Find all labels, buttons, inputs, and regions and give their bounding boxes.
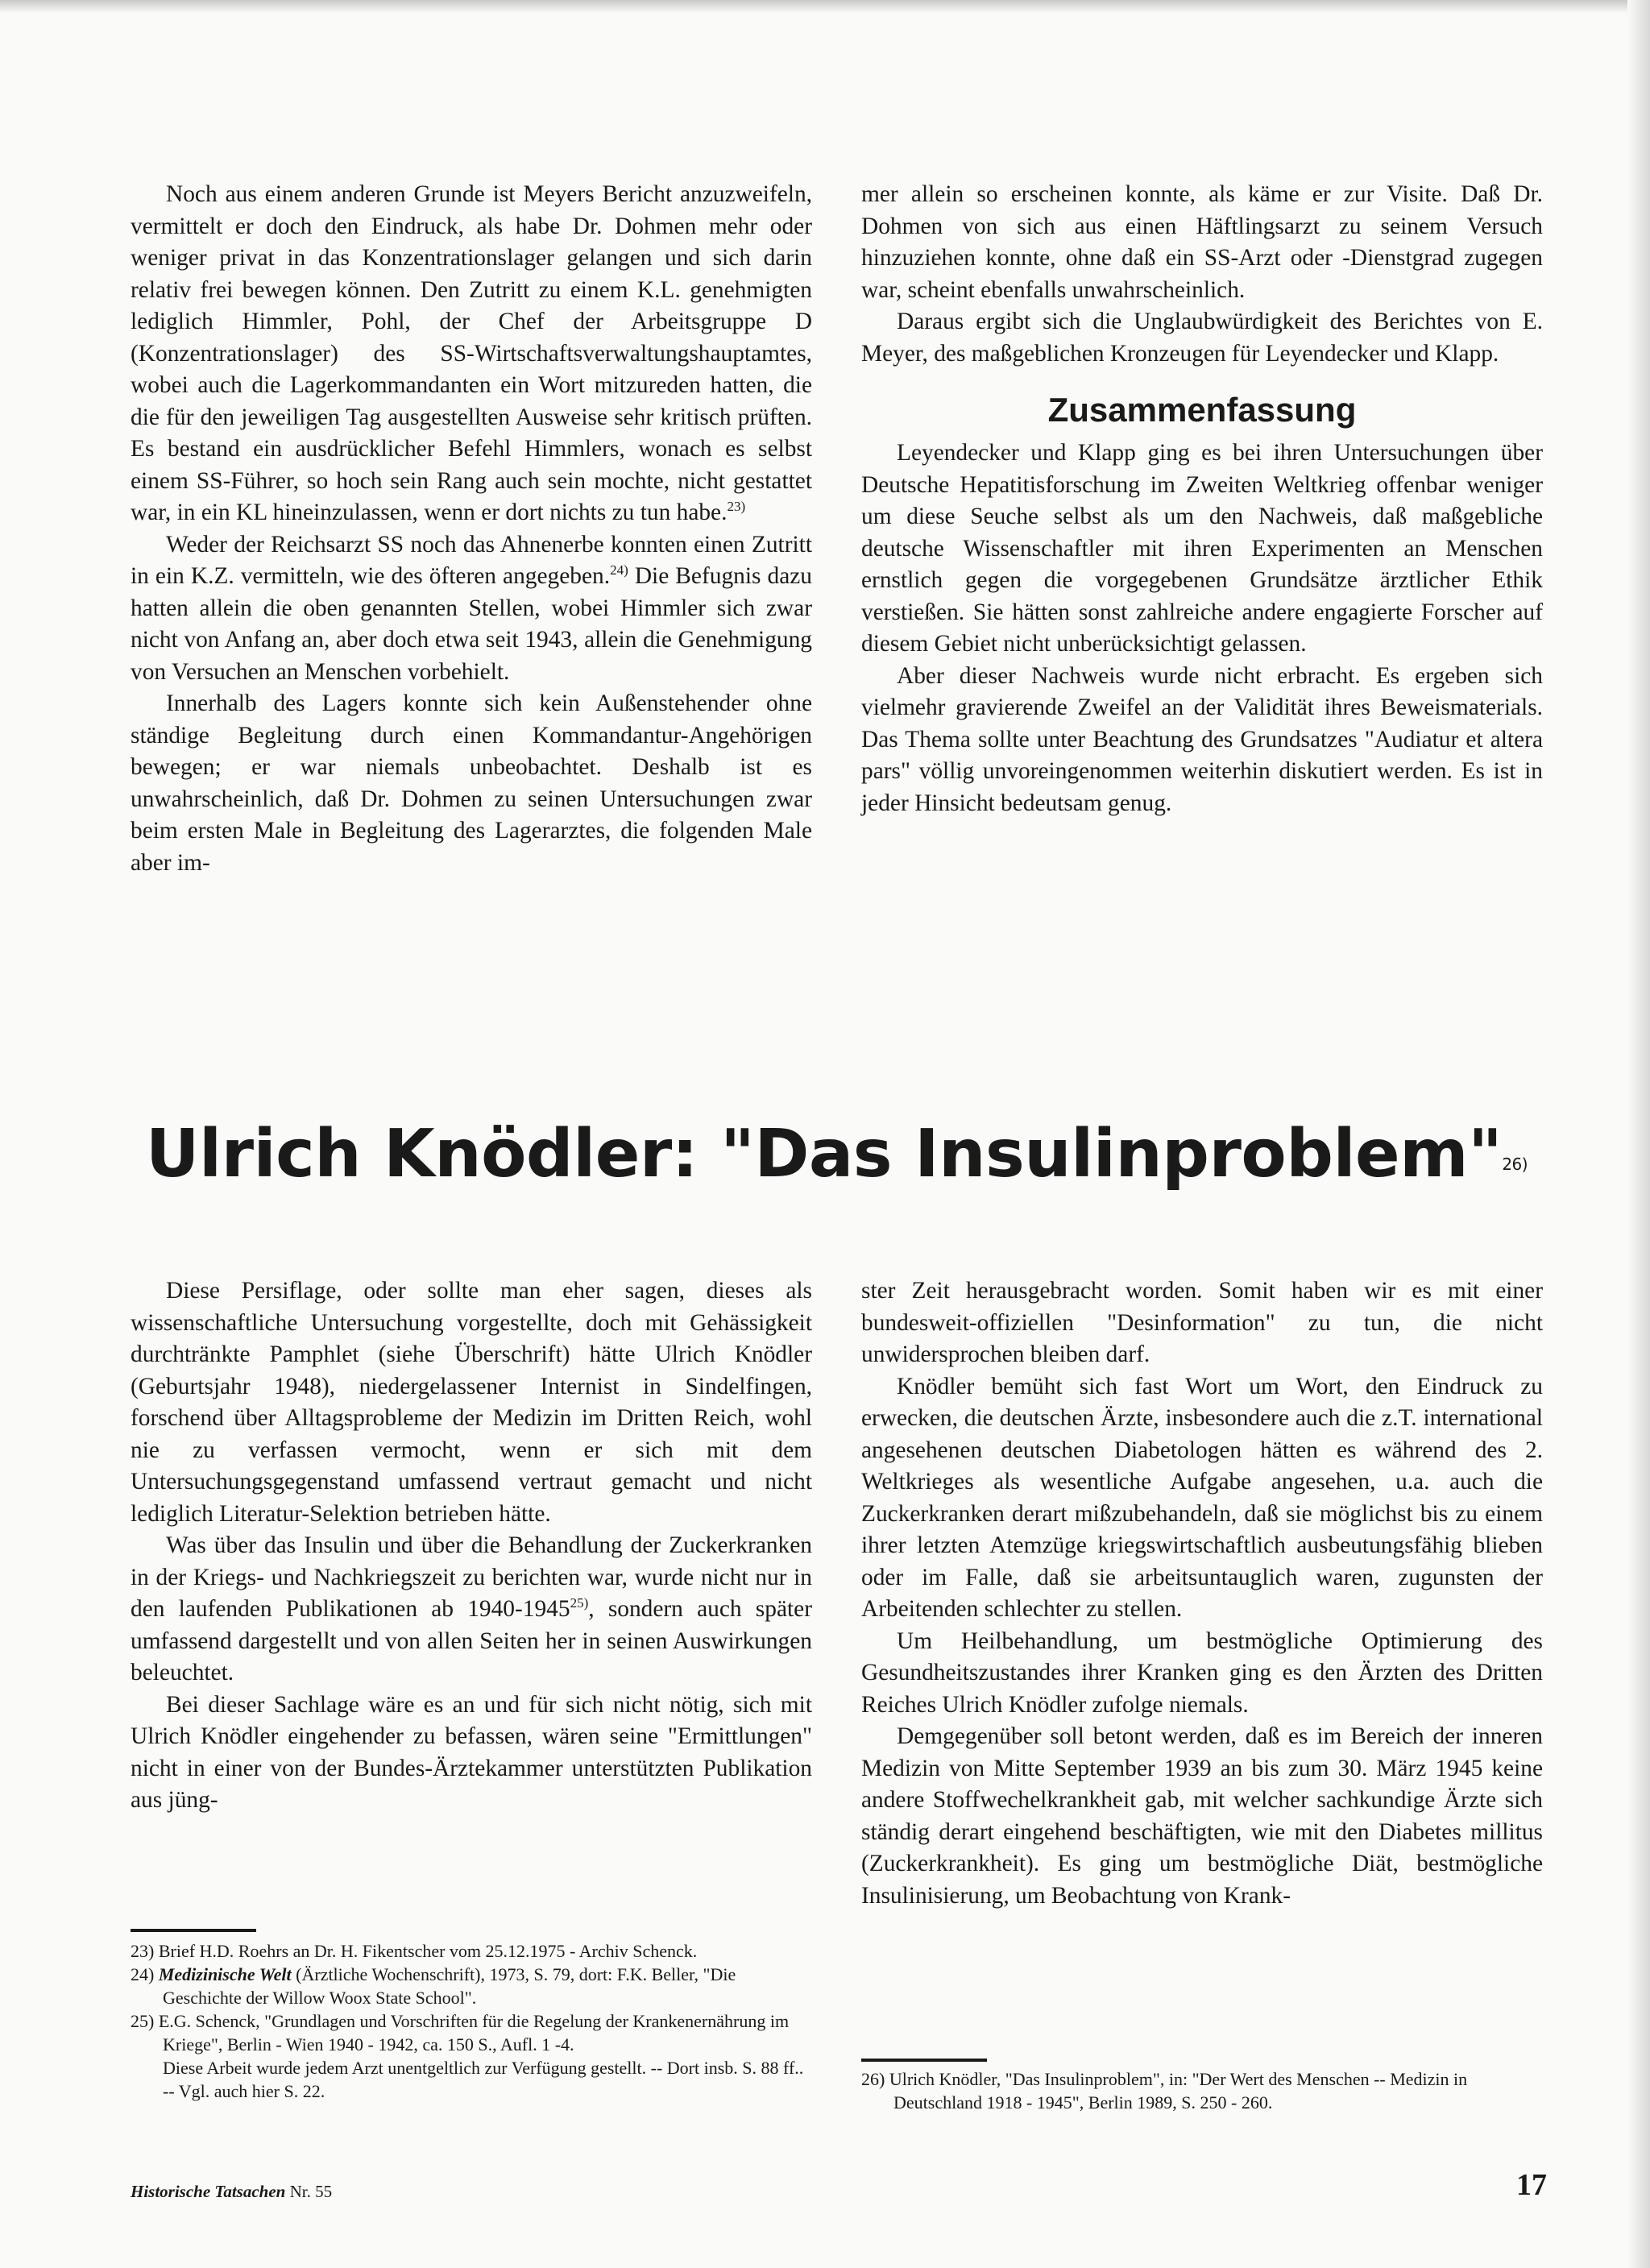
journal-title: Historische Tatsachen (131, 2182, 286, 2201)
column-bottom-left (131, 1275, 812, 1817)
paragraph: Diese Persiflage, oder sollte man eher sagen, dieses als wissenschaftliche Untersuchung vorgestellte, doch mit Gehässigkeit durchtränkte Pamphlet (siehe Überschrift) hätte Ulrich Knödler (Geburtsjahr 1948), niedergelassener Internist in Sindelfingen, forschend über Alltagsprobleme der Medizin im Dritten Reich, wohl nie zu verfassen vermocht, wenn er sich mit dem Untersuchungsgegenstand umfassend vertraut gemacht und nicht lediglich Literatur-Selektion betrieben hätte. (131, 1278, 812, 1527)
paragraph: Was über das Insulin und über die Behandlung der Zuckerkranken in der Kriegs- und Nachkriegszeit zu berichten war, wurde nicht nur in den laufenden Publikationen ab 1940-1945$^{25)}$, sondern auch später umfassend dargestellt und von allen Seiten her in seinen Auswirkungen beleuchtet. (131, 1532, 812, 1685)
footnote-divider (861, 2059, 987, 2062)
footnote-ref: 26) (1502, 1155, 1528, 1174)
paragraph: Demgegenüber soll betont werden, daß es im Bereich der inneren Medizin von Mitte September 1939 an bis zum 30. März 1945 keine andere Stoffwechelkrankheit gab, mit welcher sachkundige Ärzte sich ständig derart eingehend beschäftigten, wie mit den Diabetes millitus (Zuckerkrankheit). Es ging um bestmögliche Diät, bestmögliche Insulinisierung, um Beobachtung von Krank- (861, 1723, 1543, 1909)
column-bottom-right (861, 1275, 1543, 1912)
paragraph: Um Heilbehandlung, um bestmögliche Optimierung des Gesundheitszustandes ihrer Kranken ging es den Ärzten des Dritten Reiches Ulrich Knödler zufolge niemals. (861, 1627, 1543, 1718)
page-edge-shadow-right (1627, 0, 1650, 2268)
footnote: 25) E.G. Schenck, "Grundlagen und Vorschriften für die Regelung der Krankenernährung im Kriege", Berlin - Wien 1940 - 1942, ca. 150 S., Aufl. 1 -4. (131, 2011, 790, 2054)
paragraph: Noch aus einem anderen Grunde ist Meyers Bericht anzuzweifeln, vermittelt er doch den Eindruck, als habe Dr. Dohmen mehr oder weniger privat in das Konzentrationslager gelangen und sich darin relativ frei bewegen können. Den Zutritt zu einem K.L. genehmigten lediglich Himmler, Pohl, der Chef der Arbeitsgruppe D (Konzentrationslager) des SS-Wirtschaftsverwaltungshauptamtes, wobei auch die Lagerkommandanten ein Wort mitzureden hatten, die die für den jeweiligen Tag ausgestellten Ausweise sehr kritisch prüften. Es bestand ein ausdrücklicher Befehl Himmlers, wonach es selbst einem SS-Führer, so hoch sein Rang auch sein mochte, nicht gestattet war, in ein KL hineinzulassen, wenn er dort nichts zu tun habe.$^{23)}$ (131, 181, 812, 525)
paragraph: mer allein so erscheinen konnte, als käme er zur Visite. Daß Dr. Dohmen von sich aus einen Häftlingsarzt zu seinem Versuch hinzuziehen konnte, ohne daß ein SS-Arzt oder -Dienstgrad zugegen war, scheint ebenfalls unwahrscheinlich. (861, 181, 1543, 303)
footnote: 23) Brief H.D. Roehrs an Dr. H. Fikentscher vom 25.12.1975 - Archiv Schenck. (131, 1941, 698, 1961)
footnote-ref: 24) (610, 562, 628, 578)
footnote: 24) Medizinische Welt (Ärztliche Wochenschrift), 1973, S. 79, dort: F.K. Beller, "Die Geschichte der Willow Woox State School". (131, 1964, 736, 2008)
paragraph: ster Zeit herausgebracht worden. Somit haben wir es mit einer bundesweit-offiziellen "Desinformation" zu tun, die nicht unwidersprochen bleiben darf. (861, 1278, 1543, 1367)
paragraph: Bei dieser Sachlage wäre es an und für sich nicht nötig, sich mit Ulrich Knödler eingehender zu befassen, wären seine "Ermittlungen" nicht in einer von der Bundes-Ärztekammer unterstützten Publikation aus jüng- (131, 1691, 812, 1813)
journal-name: Medizinische Welt (158, 1964, 292, 1984)
paragraph: Weder der Reichsarzt SS noch das Ahnenerbe konnten einen Zutritt in ein K.Z. vermitteln, wie des öfteren angegeben.$^{24)}$ Die Befugnis dazu hatten allein die oben genannten Stellen, wobei Himmler sich zwar nicht von Anfang an, aber doch etwa seit 1943, allein die Genehmigung von Versuchen an Menschen vorbehielt. (131, 531, 812, 685)
footnotes-right (861, 2067, 1543, 2114)
section-heading: Zusammenfassung (1047, 391, 1357, 429)
paragraph: Innerhalb des Lagers konnte sich kein Außenstehender ohne ständige Begleitung durch einen Kommandantur-Angehörigen bewegen; er war niemals unbeobachtet. Deshalb ist es unwahrscheinlich, daß Dr. Dohmen zu seinen Untersuchungen zwar beim ersten Male in Begleitung des Lagerarztes, die folgenden Male aber im- (131, 690, 812, 876)
footnote-divider (131, 1929, 256, 1932)
paragraph: Daraus ergibt sich die Unglaubwürdigkeit des Berichtes von E. Meyer, des maßgeblichen Kronzeugen für Leyendecker und Klapp. (861, 309, 1543, 367)
issue-number: Nr. 55 (289, 2182, 333, 2201)
footnote-ref: 23) (727, 499, 746, 515)
column-top-left (131, 179, 812, 879)
column-top-right (861, 179, 1543, 819)
footnotes-left (131, 1939, 812, 2103)
footnote-continuation: Diese Arbeit wurde jedem Arzt unentgeltlich zur Verfügung gestellt. -- Dort insb. S. 88 ff.. -- Vgl. auch hier S. 22. (163, 2058, 804, 2101)
page-number: 17 (1516, 2168, 1547, 2202)
paragraph: Leyendecker und Klapp ging es bei ihren Untersuchungen über Deutsche Hepatitisforschung im Zweiten Weltkrieg offenbar weniger um diese Seuche selbst als um den Nachweis, daß maßgebliche deutsche Wissenschaftler mit ihren Experimenten an Menschen ernstlich gegen die vorgegebenen Grundsätze ärztlicher Ethik verstießen. Sie hätten sonst zahlreiche andere engagierte Forscher auf diesem Gebiet nicht unberücksichtigt gelassen. (861, 440, 1543, 657)
footnote-ref: 25) (570, 1595, 589, 1611)
footer-journal (131, 2180, 332, 2203)
footnote: 26) Ulrich Knödler, "Das Insulinproblem", in: "Der Wert des Menschen -- Medizin in Deutschland 1918 - 1945", Berlin 1989, S. 250 - 260. (861, 2069, 1468, 2113)
paragraph: Knödler bemüht sich fast Wort um Wort, den Eindruck zu erwecken, die deutschen Ärzte, insbesondere auch die z.T. international angesehenen deutschen Diabetologen hätten es während des 2. Weltkrieges als wesentliche Aufgabe angesehen, u.a. auch die Zuckerkranken derart mißzubehandeln, daß sie möglichst bis zu einem ihrer letzten Atemzüge kriegswirtschaftlich ausbeutungsfähig blieben oder im Falle, daß sie arbeitsuntauglich waren, zugunsten der Arbeitenden schlechter zu stellen. (861, 1373, 1543, 1622)
paragraph: Aber dieser Nachweis wurde nicht erbracht. Es ergeben sich vielmehr gravierende Zweifel an der Validität ihres Beweismaterials. Das Thema sollte unter Beachtung des Grundsatzes "Audiatur et altera pars" völlig unvoreingenommen weiterhin diskutiert werden. Es ist in jeder Hinsicht bedeutsam genug. (861, 662, 1543, 816)
page-edge-shadow (0, 0, 1650, 13)
article-title: Ulrich Knödler: "Das Insulinproblem"$^{26)}$ (145, 1116, 1528, 1192)
